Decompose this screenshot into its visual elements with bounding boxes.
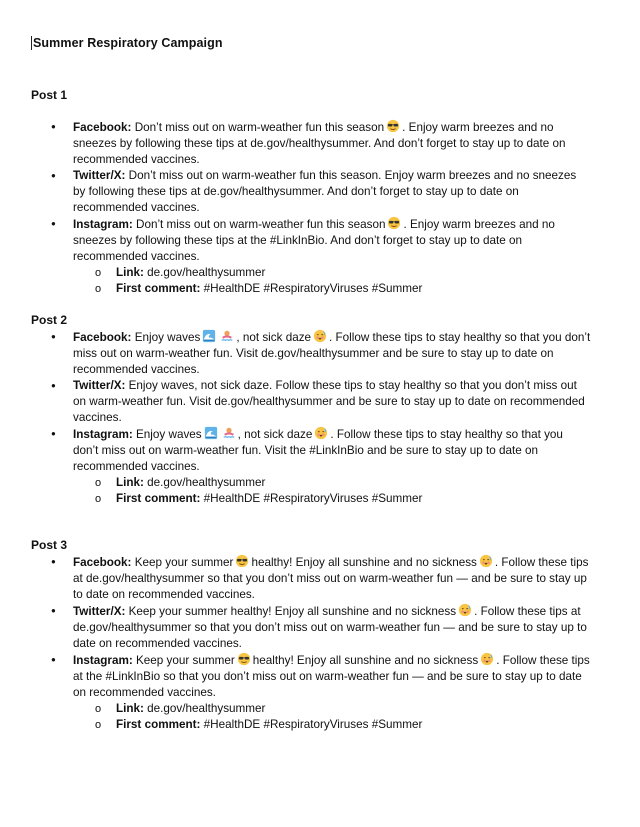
- bullet-icon: ●: [51, 655, 56, 664]
- sub-bullet-icon: o: [95, 283, 102, 295]
- swimmer-emoji-icon: [222, 426, 236, 440]
- first-comment-value: #HealthDE #RespiratoryViruses #Summer: [203, 282, 423, 295]
- link-value: de.gov/healthysummer: [147, 702, 266, 715]
- item-text: . Enjoy warm breezes and no sneezes by following these tips at de.gov/healthysummer. And don’t forget to stay up to date on recommended vaccines.: [73, 121, 566, 166]
- bullet-icon: ●: [51, 171, 56, 180]
- sub-bullet-icon: o: [95, 703, 102, 715]
- item-text: . Follow these tips at de.gov/healthysummer so that you don’t miss out on warm-weather fun — and be sure to stay up to date on recommended vaccines.: [73, 556, 589, 601]
- first-comment-label: First comment:: [116, 718, 201, 731]
- post-2-heading: Post 2: [31, 313, 68, 327]
- first-comment-label: First comment:: [116, 492, 201, 505]
- bullet-icon: ●: [51, 332, 56, 341]
- post-2-link-subitem: [31, 475, 591, 491]
- item-text: , not sick daze: [236, 331, 312, 344]
- post-2-list: [31, 329, 591, 507]
- item-text: Keep your summer healthy! Enjoy all sunshine and no sickness: [128, 605, 457, 618]
- post-3-twitterx-item: [31, 603, 591, 652]
- bullet-icon: ●: [51, 381, 56, 390]
- platform-label: Instagram:: [73, 428, 133, 441]
- link-value: de.gov/healthysummer: [147, 476, 266, 489]
- item-text: , not sick daze: [237, 428, 313, 441]
- bullet-icon: ●: [51, 219, 56, 228]
- link-label: Link:: [116, 266, 144, 279]
- first-comment-value: #HealthDE #RespiratoryViruses #Summer: [203, 492, 423, 505]
- sub-bullet-icon: o: [95, 267, 102, 279]
- post-1-link-subitem: [31, 265, 591, 281]
- sunglasses-face-emoji-icon: [386, 119, 400, 133]
- post-2-instagram-item: [31, 426, 591, 475]
- post-3-link-subitem: [31, 701, 591, 717]
- post-1-instagram-item: [31, 216, 591, 265]
- wave-emoji-icon: [202, 329, 216, 343]
- platform-label: Twitter/X:: [73, 169, 126, 182]
- platform-label: Facebook:: [73, 121, 132, 134]
- item-text: Enjoy waves, not sick daze. Follow these tips to stay healthy so that you don’t miss out on warm-weather fun. Visit de.gov/healthysummer and be sure to stay up to date on recommended vaccines.: [73, 379, 585, 424]
- item-text: healthy! Enjoy all sunshine and no sickness: [252, 654, 479, 667]
- sick-face-emoji-icon: [313, 329, 327, 343]
- sick-face-emoji-icon: [314, 426, 328, 440]
- post-3-first-comment-subitem: [31, 717, 591, 733]
- link-label: Link:: [116, 476, 144, 489]
- platform-label: Facebook:: [73, 331, 132, 344]
- link-value: de.gov/healthysummer: [147, 266, 266, 279]
- link-label: Link:: [116, 702, 144, 715]
- bullet-icon: ●: [51, 122, 56, 131]
- first-comment-value: #HealthDE #RespiratoryViruses #Summer: [203, 718, 423, 731]
- post-1-heading: Post 1: [31, 88, 68, 102]
- item-text: . Follow these tips to stay healthy so that you don’t miss out on warm-weather fun. Visit the #LinkInBio and be sure to stay up to date on recommended vaccines.: [73, 428, 563, 473]
- sub-bullet-icon: o: [95, 719, 102, 731]
- item-text: Keep your summer: [136, 654, 235, 667]
- bullet-icon: ●: [51, 557, 56, 566]
- swimmer-emoji-icon: [220, 329, 234, 343]
- item-text: Enjoy waves: [134, 331, 201, 344]
- sub-bullet-icon: o: [95, 477, 102, 489]
- post-3-heading: Post 3: [31, 538, 68, 552]
- sick-face-emoji-icon: [479, 554, 493, 568]
- item-text: Enjoy waves: [136, 428, 202, 441]
- item-text: Don’t miss out on warm-weather fun this season: [134, 121, 385, 134]
- post-1-twitterx-item: [31, 168, 591, 216]
- platform-label: Twitter/X:: [73, 605, 126, 618]
- item-text: Don’t miss out on warm-weather fun this season: [136, 218, 386, 231]
- post-1-list: [31, 119, 591, 297]
- post-2-facebook-item: [31, 329, 591, 378]
- document-title[interactable]: Summer Respiratory Campaign: [33, 36, 223, 50]
- platform-label: Facebook:: [73, 556, 132, 569]
- bullet-icon: ●: [51, 606, 56, 615]
- first-comment-label: First comment:: [116, 282, 201, 295]
- item-text: Keep your summer: [134, 556, 234, 569]
- wave-emoji-icon: [204, 426, 218, 440]
- post-1-first-comment-subitem: [31, 281, 591, 297]
- post-3-facebook-item: [31, 554, 591, 603]
- sick-face-emoji-icon: [458, 603, 472, 617]
- item-text: . Follow these tips to stay healthy so that you don’t miss out on warm-weather fun. Visit de.gov/healthysummer and be sure to stay up to date on recommended vaccines.: [73, 331, 591, 376]
- post-3-list: [31, 554, 591, 733]
- sunglasses-face-emoji-icon: [235, 554, 249, 568]
- post-2-first-comment-subitem: [31, 491, 591, 507]
- platform-label: Instagram:: [73, 654, 133, 667]
- bullet-icon: ●: [51, 429, 56, 438]
- sick-face-emoji-icon: [480, 652, 494, 666]
- item-text: . Follow these tips at the #LinkInBio so that you don’t miss out on warm-weather fun — and be sure to stay up to date on recommended vaccines.: [73, 654, 590, 699]
- item-text: . Enjoy warm breezes and no sneezes by following these tips at the #LinkInBio. And don’t forget to stay up to date on recommended vaccines.: [73, 218, 555, 263]
- item-text: Don’t miss out on warm-weather fun this season. Enjoy warm breezes and no sneezes by following these tips at de.gov/healthysummer. And don’t forget to stay up to date on recommended vaccines.: [73, 169, 577, 214]
- sunglasses-face-emoji-icon: [387, 216, 401, 230]
- item-text: healthy! Enjoy all sunshine and no sickness: [251, 556, 477, 569]
- post-3-instagram-item: [31, 652, 591, 701]
- platform-label: Instagram:: [73, 218, 133, 231]
- item-text: . Follow these tips at de.gov/healthysummer so that you don’t miss out on warm-weather fun — and be sure to stay up to date on recommended vaccines.: [73, 605, 587, 650]
- sub-bullet-icon: o: [95, 493, 102, 505]
- post-1-facebook-item: [31, 119, 591, 168]
- post-2-twitterx-item: [31, 378, 591, 426]
- platform-label: Twitter/X:: [73, 379, 126, 392]
- sunglasses-face-emoji-icon: [237, 652, 251, 666]
